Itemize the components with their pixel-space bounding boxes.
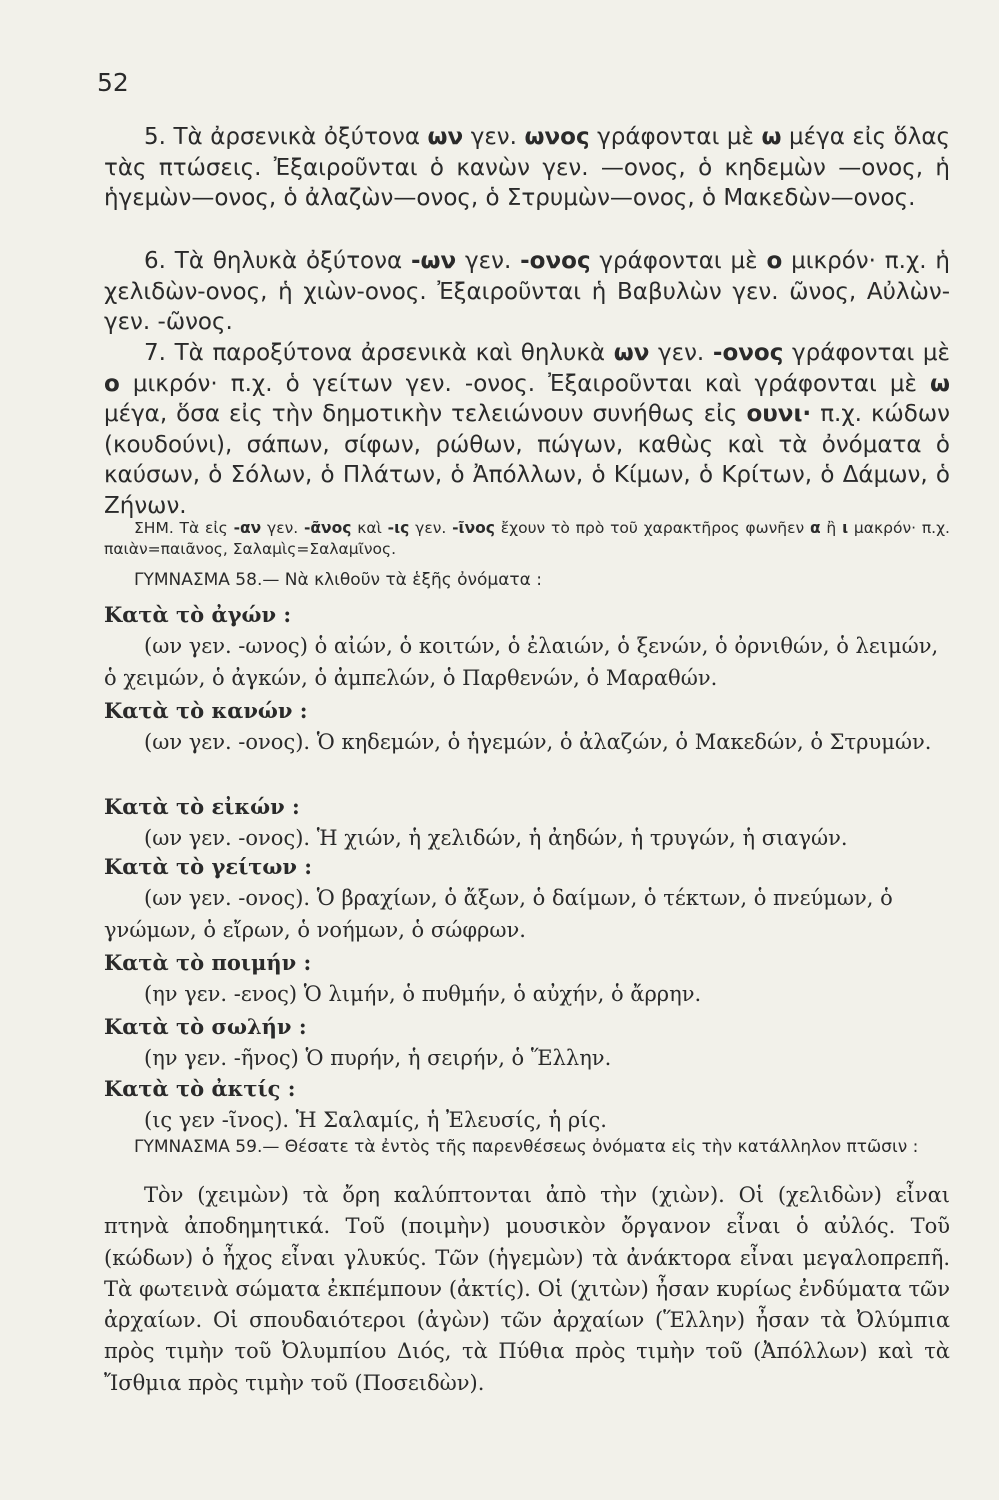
group-text-eikon: (ων γεν. -ονος). Ἡ χιών, ἡ χελιδών, ἡ ἀηδών, ἡ τρυγών, ἡ σιαγών. (144, 826, 848, 850)
note-bold-4: -ῖνος (452, 519, 495, 537)
exercise-59-title: ΓΥΜΝΑΣΜΑ 59.— Θέσατε τὰ ἐντὸς τῆς παρενθέσεως ὀνόματα εἰς τὴν κατάλληλον πτῶσιν : (134, 1137, 919, 1157)
note-text-7: μακρόν· π.χ. παιὰν=παιᾶνος, Σαλαμὶς=Σαλαμῖνος. (104, 519, 950, 558)
group-text-aktis: (ις γεν -ῖνος). Ἡ Σαλαμίς, ἡ Ἐλευσίς, ἡ ρίς. (144, 1108, 607, 1132)
rule-5-text-4: μέγα εἰς ὅλας τὰς πτώσεις. Ἐξαιροῦνται ὁ κανὼν γεν. —ονος, ὁ κηδεμὼν —ονος, ἡ ἡγεμὼν—ονος, ὁ ἀλαζὼν—ονος, ὁ Στρυμὼν—ονος, ὁ Μακεδὼν—ονος. (104, 124, 951, 212)
rule-5-bold-2: ωνος (524, 124, 590, 150)
rule-7-text-1: 7. Τὰ παροξύτονα ἀρσενικὰ καὶ θηλυκὰ (144, 340, 614, 366)
rule-5-bold-3: ω (761, 124, 782, 150)
rule-6-bold-2: -ονος (520, 248, 591, 274)
note-text-2: γεν. (261, 519, 304, 537)
rule-7-bold-3: ο (104, 370, 120, 397)
note-bold-5: α (809, 519, 821, 537)
exercise-58-title: ΓΥΜΝΑΣΜΑ 58.— Νὰ κλιθοῦν τὰ ἑξῆς ὀνόματα : (134, 570, 543, 590)
note-bold-6: ι (842, 519, 849, 537)
group-text-kanon: (ων γεν. -ονος). Ὁ κηδεμών, ὁ ἡγεμών, ὁ ἀλαζών, ὁ Μακεδών, ὁ Στρυμών. (144, 730, 932, 754)
rule-7-paragraph (104, 338, 950, 522)
group-text-agon: (ων γεν. -ωνος) ὁ αἰών, ὁ κοιτών, ὁ ἐλαιών, ὁ ξενών, ὁ ὀρνιθών, ὁ λειμών, ὁ χειμών, ὁ ἀγκών, ὁ ἀμπελών, ὁ Παρθενών, ὁ Μαραθών. (104, 634, 939, 690)
exercise-59-text: Τὸν (χειμὼν) τὰ ὄρη καλύπτονται ἀπὸ τὴν (χιὼν). Οἱ (χελιδὼν) εἶναι πτηνὰ ἀποδημητικά. Τοῦ (ποιμὴν) μουσικὸν ὄργανον εἶναι ὁ αὐλός. Τοῦ (κώδων) ὁ ἦχος εἶναι γλυκύς. Τῶν (ἡγεμὼν) τὰ ἀνάκτορα εἶναι μεγαλοπρεπῆ. Τὰ φωτεινὰ σώματα ἐκπέμπουν (ἀκτίς). Οἱ (χιτὼν) ἦσαν κυρίως ἐνδύματα τῶν ἀρχαίων. Οἱ σπουδαιότεροι (ἀγὼν) τῶν ἀρχαίων (Ἕλλην) ἦσαν τὰ Ὀλύμπια πρὸς τιμὴν τοῦ Ὀλυμπίου Διός, τὰ Πύθια πρὸς τιμὴν τοῦ (Ἀπόλλων) καὶ τὰ Ἴσθμια πρὸς τιμὴν τοῦ (Ποσειδὼν). (104, 1183, 950, 1395)
note-text-4: γεν. (409, 519, 453, 537)
group-heading-poimen: Κατὰ τὸ ποιμήν : (104, 950, 312, 975)
note-text-5: ἔχουν τὸ πρὸ τοῦ χαρακτῆρος φωνῆεν (494, 519, 810, 537)
rule-5-paragraph (104, 122, 950, 214)
rule-7-text-4: μικρόν· π.χ. ὁ γείτων γεν. -ονος. Ἐξαιροῦνται καὶ γράφονται μὲ (119, 370, 930, 397)
group-heading-eikon: Κατὰ τὸ εἰκών : (104, 794, 300, 819)
rule-6-bold-3: ο (766, 248, 783, 274)
note-bold-1: -αν (233, 519, 262, 537)
group-heading-kanon: Κατὰ τὸ κανών : (104, 698, 308, 723)
rule-6-paragraph (104, 246, 950, 338)
note-text-3: καὶ (351, 519, 388, 537)
rule-6-text-4: μικρόν· π.χ. ἡ χελιδὼν-ονος, ἡ χιὼν-ονος. Ἐξαιροῦνται ἡ Βαβυλὼν γεν. ῶνος, Αὐλὼν-γεν. -ῶνος. (104, 248, 950, 336)
group-heading-solen: Κατὰ τὸ σωλήν : (104, 1014, 307, 1039)
rule-6-text-1: 6. Τὰ θηλυκὰ ὀξύτονα (144, 248, 411, 274)
note-text-1: ΣΗΜ. Τὰ εἰς (134, 519, 234, 537)
rule-7-bold-4: ω (930, 370, 950, 397)
group-heading-agon: Κατὰ τὸ ἀγών : (104, 602, 292, 627)
note-paragraph (104, 518, 950, 560)
group-heading-geiton: Κατὰ τὸ γείτων : (104, 854, 313, 879)
page-number: 52 (97, 68, 129, 97)
rule-7-bold-5: ουνι· (746, 401, 812, 428)
group-text-solen: (ην γεν. -ῆνος) Ὁ πυρήν, ἡ σειρήν, ὁ Ἕλλην. (144, 1046, 612, 1070)
group-heading-aktis: Κατὰ τὸ ἀκτίς : (104, 1076, 296, 1101)
rule-6-text-3: γράφονται μὲ (590, 248, 767, 274)
rule-5-text-3: γράφονται μὲ (589, 124, 762, 150)
group-text-geiton: (ων γεν. -ονος). Ὁ βραχίων, ὁ ἄξων, ὁ δαίμων, ὁ τέκτων, ὁ πνεύμων, ὁ γνώμων, ὁ εἴρων, ὁ νοήμων, ὁ σώφρων. (104, 886, 893, 942)
rule-6-bold-1: -ων (411, 248, 457, 274)
rule-5-text-2: γεν. (463, 124, 525, 150)
rule-7-bold-1: ων (613, 340, 650, 366)
note-text-6: ἢ (820, 519, 843, 537)
rule-6-text-2: γεν. (456, 248, 521, 274)
note-bold-2: -ᾶνος (303, 519, 352, 537)
rule-5-text-1: 5. Τὰ ἀρσενικὰ ὀξύτονα (144, 124, 428, 150)
rule-7-bold-2: -ονος (712, 340, 784, 366)
rule-5-bold-1: ων (427, 124, 464, 150)
group-text-poimen: (ην γεν. -ενος) Ὁ λιμήν, ὁ πυθμήν, ὁ αὐχήν, ὁ ἄρρην. (144, 982, 702, 1006)
rule-7-text-2: γεν. (649, 340, 713, 366)
rule-7-text-6: π.χ. κώδων (κουδούνι), σάπων, σίφων, ρώθων, πώγων, καθὼς καὶ τὰ ὀνόματα ὁ καύσων, ὁ Σόλων, ὁ Πλάτων, ὁ Ἀπόλλων, ὁ Κίμων, ὁ Κρίτων, ὁ Δάμων, ὁ Ζήνων. (104, 401, 950, 519)
rule-7-text-5: μέγα, ὅσα εἰς τὴν δημοτικὴν τελειώνουν συνήθως εἰς (104, 401, 747, 428)
rule-7-text-3: γράφονται μὲ (783, 340, 950, 366)
note-bold-3: -ις (387, 519, 410, 537)
